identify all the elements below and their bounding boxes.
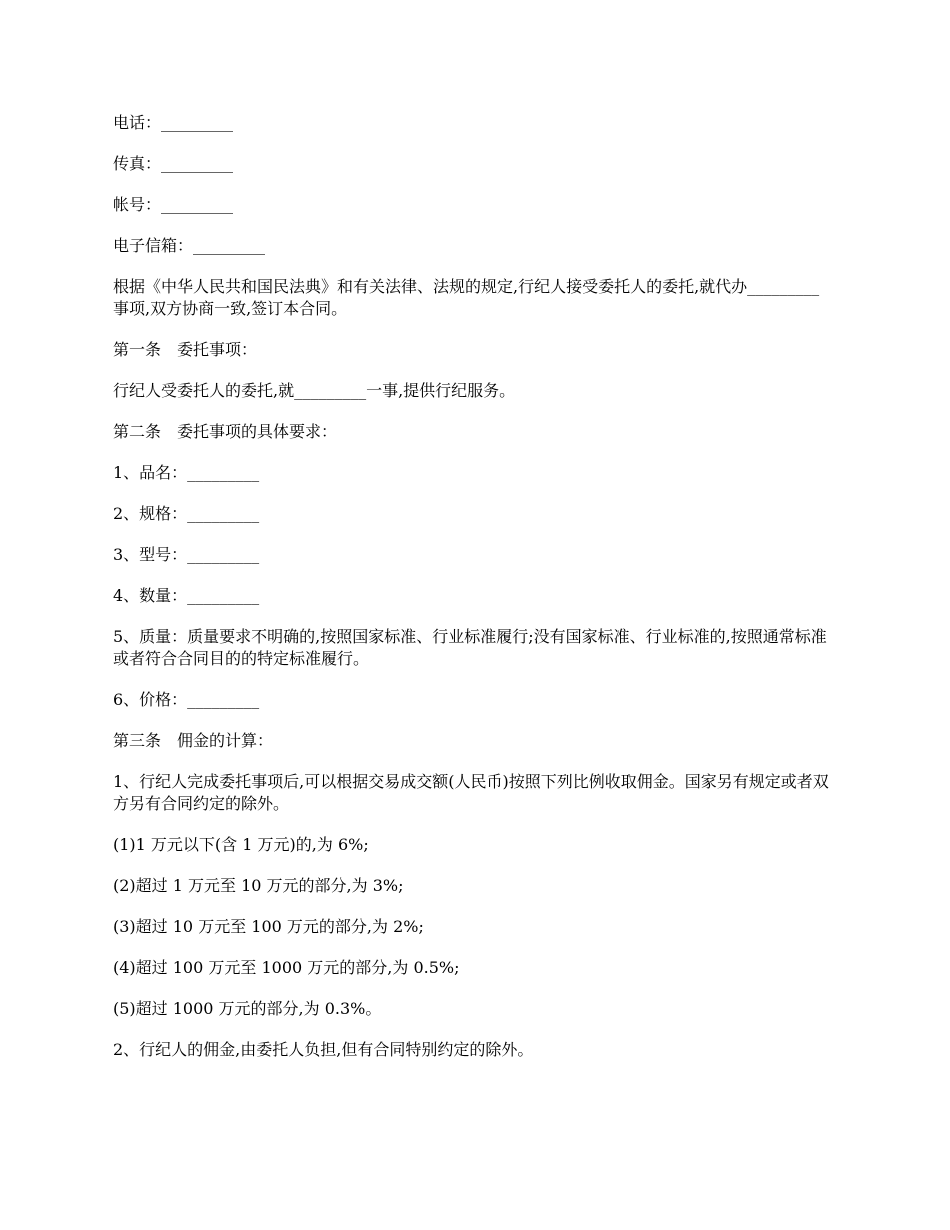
commission-payer-paragraph: 2、行纪人的佣金,由委托人负担,但有合同特别约定的除外。	[113, 1040, 534, 1059]
article-1-heading: 第一条 委托事项：	[113, 340, 258, 359]
preamble-paragraph: 根据《中华人民共和国民法典》和有关法律、法规的规定,行纪人接受委托人的委托,就代办_________事项,双方协商一致,签订本合同。	[113, 277, 820, 318]
item-product-name: 1、品名：_________	[113, 463, 260, 482]
article-3-heading: 第三条 佣金的计算：	[113, 731, 274, 750]
commission-paragraph: 1、行纪人完成委托事项后,可以根据交易成交额(人民币)按照下列比例收取佣金。国家另有规定或者双方另有合同约定的除外。	[113, 772, 829, 813]
commission-rate-2: (2)超过 1 万元至 10 万元的部分,为 3%;	[113, 876, 404, 895]
commission-rate-5: (5)超过 1000 万元的部分,为 0.3%。	[113, 999, 382, 1018]
item-model: 3、型号：_________	[113, 545, 260, 564]
account-line: 帐号：_________	[113, 195, 234, 214]
commission-rate-3: (3)超过 10 万元至 100 万元的部分,为 2%;	[113, 917, 424, 936]
article-1-paragraph: 行纪人受委托人的委托,就_________一事,提供行纪服务。	[113, 381, 516, 400]
fax-line: 传真：_________	[113, 154, 234, 173]
item-specification: 2、规格：_________	[113, 504, 260, 523]
document-body	[113, 112, 833, 1080]
commission-rate-4: (4)超过 100 万元至 1000 万元的部分,为 0.5%;	[113, 958, 460, 977]
commission-rate-1: (1)1 万元以下(含 1 万元)的,为 6%;	[113, 835, 369, 854]
item-quality: 5、质量：质量要求不明确的,按照国家标准、行业标准履行;没有国家标准、行业标准的,按照通常标准或者符合合同目的的特定标准履行。	[113, 627, 827, 668]
item-quantity: 4、数量：_________	[113, 586, 260, 605]
article-2-heading: 第二条 委托事项的具体要求：	[113, 422, 338, 441]
email-line: 电子信箱：_________	[113, 236, 266, 255]
phone-line: 电话：_________	[113, 113, 234, 132]
item-price: 6、价格：_________	[113, 690, 260, 709]
